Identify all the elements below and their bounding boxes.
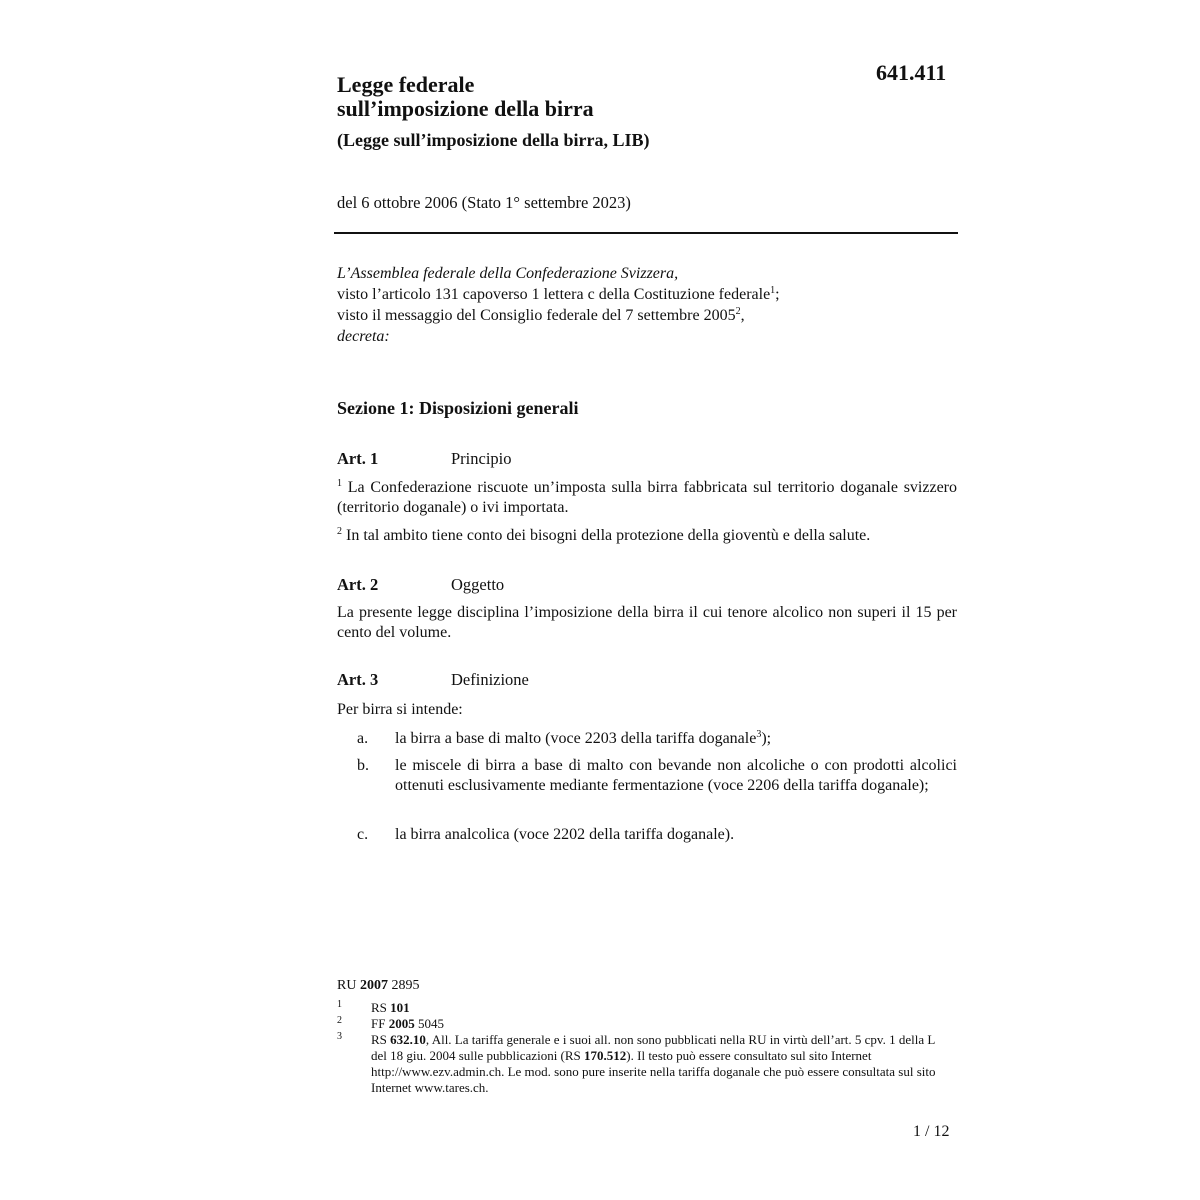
art-3-number: Art. 3 [337,670,379,689]
preamble [337,263,780,347]
preamble-line-1: visto l’articolo 131 capoverso 1 lettera c della Costituzione federale$^1$; [337,285,780,303]
footnote-ref-3[interactable]: 3 [756,729,762,740]
footnote-ref-2[interactable]: 2 [735,306,741,317]
law-date: del 6 ottobre 2006 (Stato 1° settembre 2023) [337,193,631,212]
law-title [337,73,594,121]
list-item: c. la birra analcolica (voce 2202 della tariffa doganale). [357,826,735,843]
sr-number: 641.411 [876,60,947,85]
law-short-title: (Legge sull’imposizione della birra, LIB) [337,130,650,150]
section-1-title: Sezione 1: Disposizioni generali [337,398,579,418]
art-3-intro: Per birra si intende: [337,701,463,718]
preamble-line-2: visto il messaggio del Consiglio federale del 7 settembre 2005$^2$, [337,306,745,324]
page-number: 1 / 12 [913,1123,950,1140]
title-line-2: sull’imposizione della birra [337,96,594,121]
footnote-1: 1 RS 101 [337,999,410,1015]
art-1-number: Art. 1 [337,449,379,468]
art-3-heading [337,670,529,690]
art-2-title: Oggetto [451,575,505,594]
art-3-title: Definizione [451,670,529,689]
footnote-ref-1[interactable]: 1 [770,285,776,296]
title-line-1: Legge federale [337,72,475,97]
preamble-assembly: L’Assemblea federale della Confederazione Svizzera, [337,265,679,282]
art-2-heading [337,575,504,595]
art-1-heading [337,449,512,469]
list-item: b. le miscele di birra a base di malto con bevande non alcoliche o con prodotti alcolici ottenuti esclusivamente mediante fermentazione (voce 2206 della tariffa doganale); [357,757,957,794]
footnote-3: 3 RS 632.10, All. La tariffa generale e i suoi all. non sono pubblicati nella RU in virtù dell’art. 5 cpv. 1 della L del 18 giu. 2004 sulle pubblicazioni (RS 170.512). Il testo può essere consultato sul sito Internet http://www.ezv.admin.ch. Le mod. sono pure inserite nella tariffa doganale che può essere consultata sul sito Internet www.tares.ch. [337,1031,936,1095]
list-item: a. la birra a base di malto (voce 2203 della tariffa doganale$^3$); [357,729,772,747]
art-1-title: Principio [451,449,512,468]
footnote-2: 2 FF 2005 5045 [337,1015,444,1031]
header-divider [334,232,958,234]
preamble-decreta: decreta: [337,328,390,345]
ru-reference: RU 2007 2895 [337,978,420,993]
art-1-paragraph-2: $^2$ In tal ambito tiene conto dei bisogni della protezione della gioventù e della salute. [337,526,871,544]
art-1-paragraph-1: $^1$ La Confederazione riscuote un’imposta sulla birra fabbricata sul territorio doganale svizzero (territorio doganale) o ivi importata. [337,478,957,516]
art-2-number: Art. 2 [337,575,379,594]
art-2-text: La presente legge disciplina l’imposizione della birra il cui tenore alcolico non superi il 15 per cento del volume. [337,604,957,641]
document-page [337,0,957,1200]
